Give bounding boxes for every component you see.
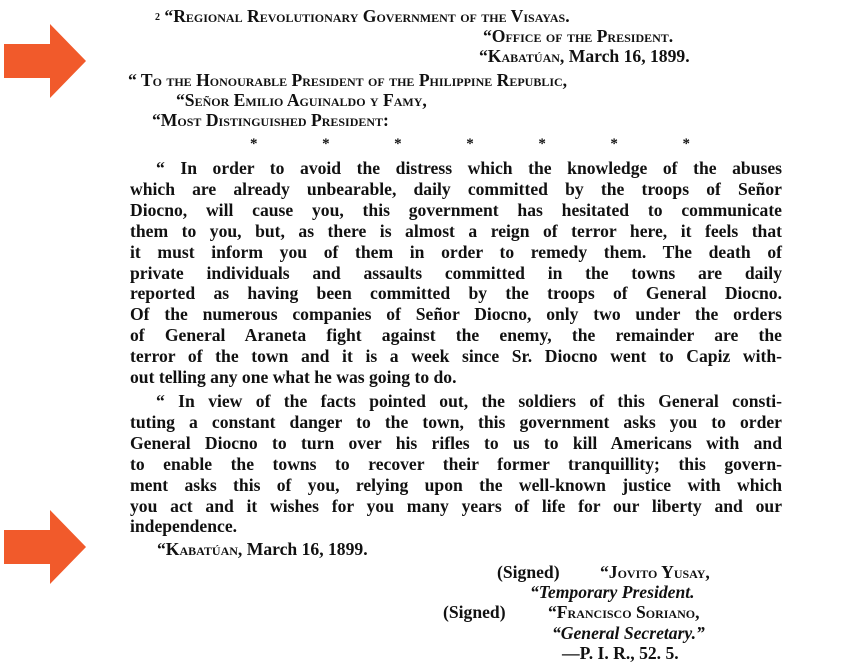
- star: *: [250, 136, 258, 152]
- header-line-1: [155, 6, 570, 26]
- star: *: [322, 136, 330, 152]
- paragraph-1: [130, 158, 782, 388]
- header-date: March 16, 1899.: [568, 46, 690, 66]
- signed-label-2: (Signed): [443, 602, 506, 622]
- paragraph-line: out telling any one what he was going to do.: [130, 367, 457, 388]
- salutation-line-3: “Most Distinguished President:: [152, 110, 389, 130]
- paragraph-line: them to you, but, as there is almost a reign of terror here, it feels that: [130, 220, 782, 241]
- paragraph-line: ment asks this of you, relying upon the well-known justice with which: [130, 474, 782, 495]
- footnote-mark: 2: [155, 12, 160, 23]
- paragraph-line: Of the numerous companies of Señor Diocno, only two under the orders: [130, 304, 782, 325]
- star: *: [610, 136, 618, 152]
- star: *: [466, 136, 474, 152]
- ellipsis-stars: [250, 136, 690, 153]
- government-title: “Regional Revolutionary Government of the Visayas.: [164, 6, 570, 26]
- closing-date-line: [157, 539, 368, 559]
- paragraph-line: Diocno, will cause you, this government has hesitated to communicate: [130, 199, 782, 220]
- paragraph-line: which are already unbearable, daily committed by the troops of Señor: [130, 178, 782, 199]
- header-date-line: [479, 46, 690, 66]
- paragraph-2: [130, 391, 782, 537]
- paragraph-line: to enable the towns to recover their former tranquillity; this govern-: [130, 453, 782, 474]
- header-place: “Kabatúan,: [479, 46, 565, 66]
- arrow-right-icon: [4, 24, 86, 98]
- signer-name-2: “Francisco Soriano,: [548, 602, 700, 622]
- office-line: “Office of the President.: [483, 26, 674, 46]
- paragraph-line: “ In order to avoid the distress which the knowledge of the abuses: [156, 158, 782, 178]
- signer-title-1: “Temporary President.: [530, 582, 695, 602]
- paragraph-line: private individuals and assaults committed in the towns are daily: [130, 262, 782, 283]
- paragraph-line: it must inform you of them in order to remedy them. The death of: [130, 241, 782, 262]
- star: *: [682, 136, 690, 152]
- paragraph-line: you act and it wishes for you many years of life for our liberty and our: [130, 495, 782, 516]
- signed-label-1: (Signed): [497, 562, 560, 582]
- arrow-right-icon: [4, 510, 86, 584]
- salutation-line-2: “Señor Emilio Aguinaldo y Famy,: [176, 90, 427, 110]
- paragraph-line: tuting a constant danger to the town, this government asks you to order: [130, 411, 782, 432]
- star: *: [394, 136, 402, 152]
- paragraph-line: “ In view of the facts pointed out, the soldiers of this General consti-: [156, 391, 782, 411]
- paragraph-line: terror of the town and it is a week since Sr. Diocno went to Capiz with-: [130, 346, 782, 367]
- signer-title-2: “General Secretary.”: [552, 623, 705, 643]
- closing-place: “Kabatúan,: [157, 539, 243, 559]
- paragraph-line: independence.: [130, 516, 238, 537]
- star: *: [538, 136, 546, 152]
- signer-name-1: “Jovito Yusay,: [600, 562, 710, 582]
- source-reference: —P. I. R., 52. 5.: [562, 643, 679, 663]
- paragraph-line: reported as having been committed by the troops of General Diocno.: [130, 283, 782, 304]
- paragraph-line: of General Araneta fight against the enemy, the remainder are the: [130, 325, 782, 346]
- paragraph-line: General Diocno to turn over his rifles to us to kill Americans with and: [130, 432, 782, 453]
- salutation-line-1: “ To the Honourable President of the Philippine Republic,: [128, 70, 568, 90]
- closing-date: March 16, 1899.: [246, 539, 368, 559]
